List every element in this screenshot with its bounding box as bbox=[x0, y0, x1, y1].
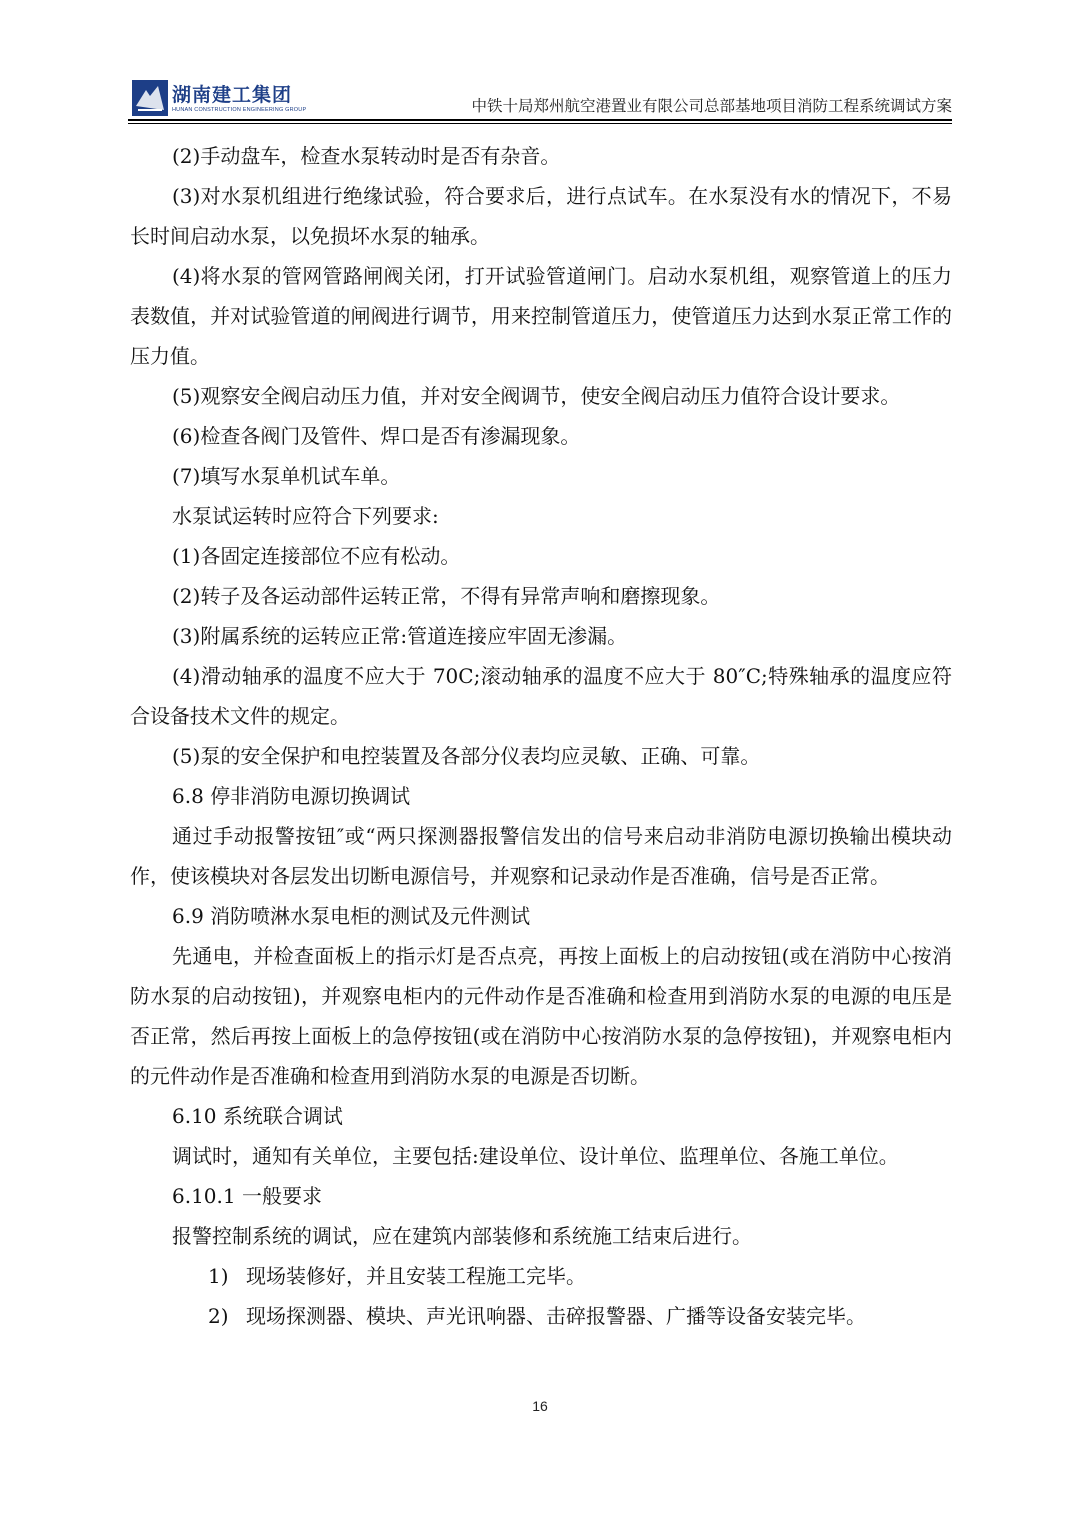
paragraph: 通过手动报警按钮″或“两只探测器报警信发出的信号来启动非消防电源切换输出模块动作，使该模块对各层发出切断电源信号，并观察和记录动作是否准确，信号是否正常。 bbox=[130, 824, 952, 888]
paragraph: (5)观察安全阀启动压力值，并对安全阀调节，使安全阀启动压力值符合设计要求。 bbox=[172, 384, 901, 408]
paragraph: (5)泵的安全保护和电控装置及各部分仪表均应灵敏、正确、可靠。 bbox=[172, 744, 761, 768]
paragraph: 水泵试运转时应符合下列要求: bbox=[172, 504, 439, 528]
logo-chinese-name: 湖南建工集团 bbox=[172, 84, 293, 106]
paragraph: (2)转子及各运动部件运转正常，不得有异常声响和磨擦现象。 bbox=[172, 584, 721, 608]
page-header bbox=[128, 74, 952, 122]
company-logo bbox=[128, 76, 328, 122]
paragraph: (3)附属系统的运转应正常:管道连接应牢固无渗漏。 bbox=[172, 624, 628, 648]
header-rule-thin bbox=[128, 123, 952, 124]
paragraph: (4)将水泵的管网管路闸阀关闭，打开试验管道闸门。启动水泵机组，观察管道上的压力表数值，并对试验管道的闸阀进行调节，用来控制管道压力，使管道压力达到水泵正常工作的压力值。 bbox=[130, 264, 952, 368]
list-item-text: 现场装修好，并且安装工程施工完毕。 bbox=[246, 1264, 586, 1288]
logo-english-name: HUNAN CONSTRUCTION ENGINEERING GROUP bbox=[172, 107, 307, 113]
document-header-title: 中铁十局郑州航空港置业有限公司总部基地项目消防工程系统调试方案 bbox=[471, 97, 952, 115]
section-heading: 6.10 系统联合调试 bbox=[172, 1104, 343, 1128]
paragraph: (2)手动盘车，检查水泵转动时是否有杂音。 bbox=[172, 144, 561, 168]
document-body bbox=[130, 136, 952, 1336]
list-item-text: 现场探测器、模块、声光讯响器、击碎报警器、广播等设备安装完毕。 bbox=[246, 1304, 866, 1328]
header-rule bbox=[128, 119, 952, 121]
page-number: 16 bbox=[532, 1398, 548, 1414]
list-item bbox=[130, 1256, 952, 1296]
paragraph: (6)检查各阀门及管件、焊口是否有渗漏现象。 bbox=[172, 424, 581, 448]
list-item-number: 2) bbox=[208, 1304, 229, 1328]
paragraph: 调试时，通知有关单位，主要包括:建设单位、设计单位、监理单位、各施工单位。 bbox=[172, 1144, 899, 1168]
paragraph: 先通电，并检查面板上的指示灯是否点亮，再按上面板上的启动按钮(或在消防中心按消防水泵的启动按钮)，并观察电柜内的元件动作是否准确和检查用到消防水泵的电源的电压是否正常，然后再按上面板上的急停按钮(或在消防中心按消防水泵的急停按钮)，并观察电柜内的元件动作是否准确和检查用到消防水泵的电源是否切断。 bbox=[130, 944, 952, 1088]
list-item-number: 1) bbox=[208, 1264, 229, 1288]
paragraph: (4)滑动轴承的温度不应大于 70C;滚动轴承的温度不应大于 80″C;特殊轴承的温度应符合设备技术文件的规定。 bbox=[130, 664, 952, 728]
section-heading: 6.9 消防喷淋水泵电柜的测试及元件测试 bbox=[172, 904, 531, 928]
company-logo-icon bbox=[132, 80, 168, 116]
paragraph: (7)填写水泵单机试车单。 bbox=[172, 464, 401, 488]
list-item bbox=[130, 1296, 952, 1336]
section-heading: 6.8 停非消防电源切换调试 bbox=[172, 784, 411, 808]
paragraph: (3)对水泵机组进行绝缘试验，符合要求后，进行点试车。在水泵没有水的情况下，不易长时间启动水泵，以免损坏水泵的轴承。 bbox=[130, 184, 952, 248]
subsection-heading: 6.10.1 一般要求 bbox=[172, 1184, 322, 1208]
paragraph: 报警控制系统的调试，应在建筑内部装修和系统施工结束后进行。 bbox=[172, 1224, 752, 1248]
paragraph: (1)各固定连接部位不应有松动。 bbox=[172, 544, 461, 568]
